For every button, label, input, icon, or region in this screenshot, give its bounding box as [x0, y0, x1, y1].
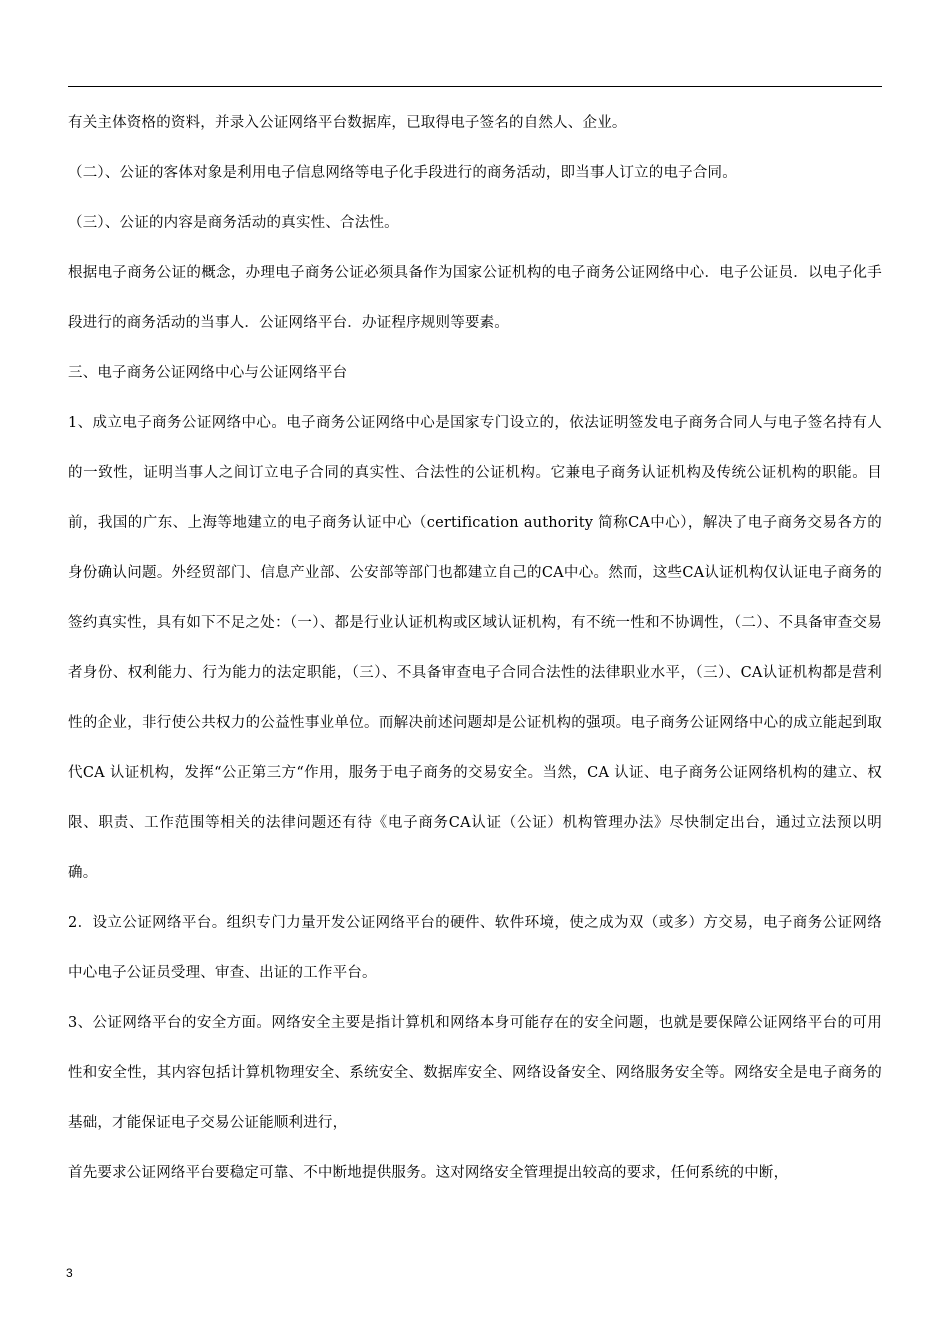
- paragraph-8: 首先要求公证网络平台要稳定可靠、不中断地提供服务。这对网络安全管理提出较高的要求，任何系统的中断，: [68, 1165, 789, 1181]
- page-number: 3: [66, 1266, 73, 1280]
- paragraph-5: 1、成立电子商务公证网络中心。电子商务公证网络中心是国家专门设立的，依法证明签发电子商务合同人与电子签名持有人的一致性，证明当事人之间订立电子合同的真实性、合法性的公证机构。它兼电子商务认证机构及传统公证机构的职能。目前，我国的广东、上海等地建立的电子商务认证中心（certification authority 简称CA中心），解决了电子商务交易各方的身份确认问题。外经贸部门、信息产业部、公安部等部门也都建立自己的CA中心。然而，这些CA认证机构仅认证电子商务的签约真实性，具有如下不足之处：（一）、都是行业认证机构或区域认证机构，有不统一性和不协调性，（二）、不具备审查交易者身份、权利能力、行为能力的法定职能，（三）、不具备审查电子合同合法性的法律职业水平，（三）、CA认证机构都是营利性的企业，非行使公共权力的公益性事业单位。而解决前述问题却是公证机构的强项。电子商务公证网络中心的成立能起到取代CA 认证机构，发挥“公正第三方“作用，服务于电子商务的交易安全。当然，CA 认证、电子商务公证网络机构的建立、权限、职责、工作范围等相关的法律问题还有待《电子商务CA认证（公证）机构管理办法》尽快制定出台，通过立法预以明确。: [68, 415, 882, 881]
- section-heading: 三、电子商务公证网络中心与公证网络平台: [68, 365, 348, 381]
- paragraph-1: 有关主体资格的资料，并录入公证网络平台数据库，已取得电子签名的自然人、企业。: [68, 115, 627, 131]
- paragraph-6: 2．设立公证网络平台。组织专门力量开发公证网络平台的硬件、软件环境，使之成为双（或多）方交易，电子商务公证网络中心电子公证员受理、审查、出证的工作平台。: [68, 915, 882, 981]
- header-rule: [68, 86, 882, 87]
- paragraph-7: 3、公证网络平台的安全方面。网络安全主要是指计算机和网络本身可能存在的安全问题，也就是要保障公证网络平台的可用性和安全性，其内容包括计算机物理安全、系统安全、数据库安全、网络设备安全、网络服务安全等。网络安全是电子商务的基础，才能保证电子交易公证能顺利进行，: [68, 1015, 882, 1131]
- paragraph-4: 根据电子商务公证的概念，办理电子商务公证必须具备作为国家公证机构的电子商务公证网络中心．电子公证员．以电子化手段进行的商务活动的当事人．公证网络平台．办证程序规则等要素。: [68, 265, 882, 331]
- paragraph-3: （三）、公证的内容是商务活动的真实性、合法性。: [68, 215, 399, 231]
- body-text: [68, 98, 882, 1198]
- paragraph-2: （二）、公证的客体对象是利用电子信息网络等电子化手段进行的商务活动，即当事人订立的电子合同。: [68, 165, 737, 181]
